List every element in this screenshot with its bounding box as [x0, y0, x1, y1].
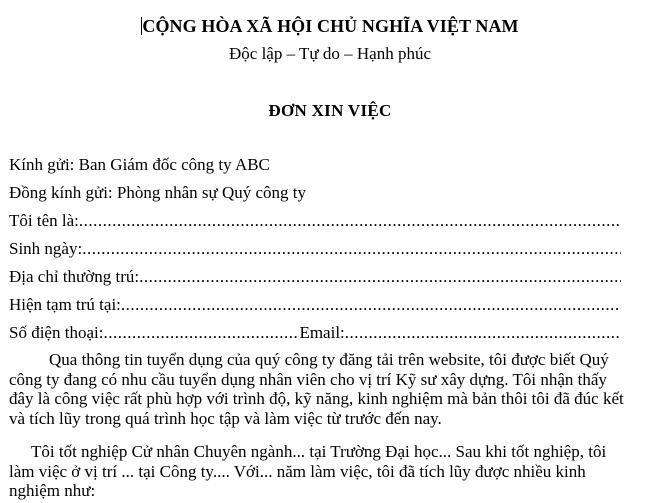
- name-label: Tôi tên là:: [9, 211, 79, 230]
- phone-fill-line[interactable]: [103, 323, 299, 343]
- email-label: Email:: [299, 323, 345, 342]
- dob-field[interactable]: [9, 239, 621, 259]
- permanent-address-label: Địa chỉ thường trú:: [9, 267, 140, 286]
- dob-fill-line[interactable]: [82, 239, 621, 259]
- body-paragraph-2: Tôi tốt nghiệp Cử nhân Chuyên ngành... tại Trường Đại học... Sau khi tốt nghiệp, tôi làm việc ở vị trí ... tại Công ty.... Với... năm làm việc, tôi đã tích lũy được nhiều kinh nghiệm như:: [9, 442, 607, 500]
- motto: Độc lập – Tự do – Hạnh phúc: [229, 44, 431, 63]
- phone-label: Số điện thoại:: [9, 323, 104, 342]
- nation-header: [0, 16, 660, 37]
- nation-header-text: CỘNG HÒA XÃ HỘI CHỦ NGHĨA VIỆT NAM: [142, 16, 519, 36]
- dob-label: Sinh ngày:: [9, 239, 83, 258]
- temporary-address-label: Hiện tạm trú tại:: [9, 295, 121, 314]
- recipient-primary: Kính gửi: Ban Giám đốc công ty ABC: [9, 155, 270, 174]
- name-fill-line[interactable]: [79, 211, 621, 231]
- recipient-secondary: Đồng kính gửi: Phòng nhân sự Quý công ty: [9, 183, 307, 202]
- document-title: ĐƠN XIN VIỆC: [268, 101, 392, 120]
- permanent-address-field[interactable]: [9, 267, 621, 287]
- name-field[interactable]: [9, 211, 621, 231]
- temporary-address-field[interactable]: [9, 295, 621, 315]
- temporary-address-fill-line[interactable]: [121, 295, 621, 315]
- body-paragraph-1: Qua thông tin tuyển dụng của quý công ty đăng tải trên website, tôi được biết Quý công ty đang có nhu cầu tuyển dụng nhân viên cho vị trí Kỹ sư xây dựng. Tôi nhận thấy đây là công việc rất phù hợp với trình độ, kỹ năng, kinh nghiệm mà bản thôi tôi đã đúc kết và tích lũy trong quá trình học tập và làm việc từ trước đến nay.: [9, 350, 624, 428]
- contact-field[interactable]: [9, 323, 621, 343]
- email-fill-line[interactable]: [345, 323, 621, 343]
- permanent-address-fill-line[interactable]: [139, 267, 621, 287]
